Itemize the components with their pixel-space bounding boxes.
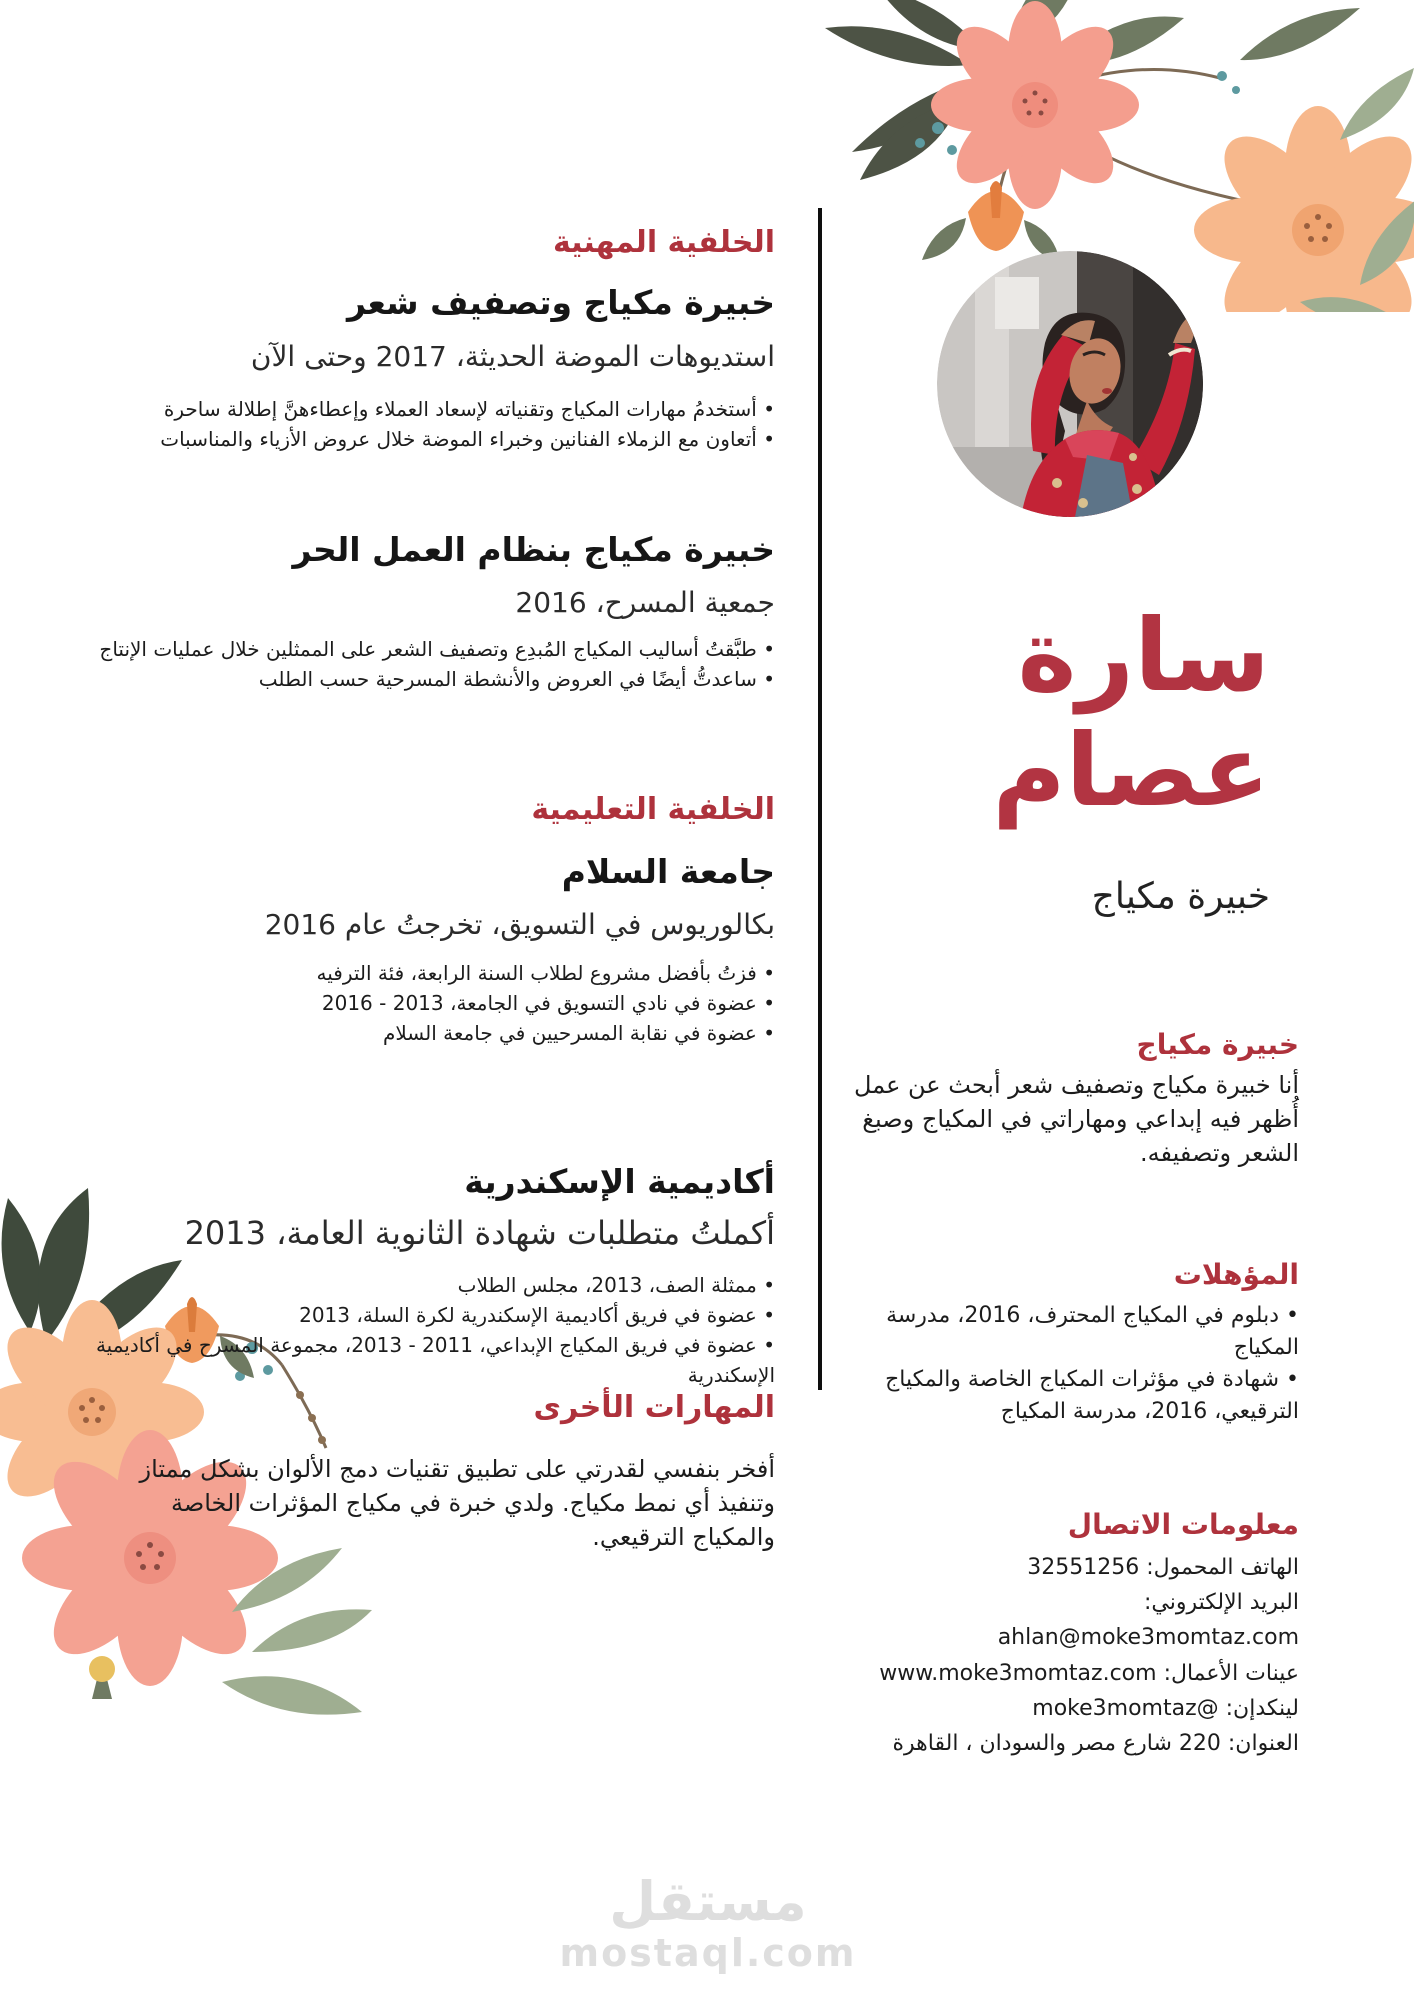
contact-phone: الهاتف المحمول: 32551256: [1027, 1555, 1299, 1580]
column-divider: [818, 208, 822, 1390]
section-heading-professional: الخلفية المهنية: [552, 225, 775, 260]
watermark-domain: mostaql.com: [559, 1931, 857, 1976]
other-skills-paragraph: أفخر بنفسي لقدرتي على تطبيق تقنيات دمج الألوان بشكل ممتاز وتنفيذ أي نمط مكياج. ولدي خبرة في مكياج المؤثرات الخاصة والمكياج الترقيعي.: [139, 1455, 775, 1552]
section-heading-about: خبيرة مكياج: [1136, 1028, 1299, 1061]
school-title: جامعة السلام: [561, 852, 775, 891]
bullet-item: • ساعدتُّ أيضًا في العروض والأنشطة المسرحية حسب الطلب: [95, 664, 775, 694]
job-subtitle: جمعية المسرح، 2016: [515, 586, 775, 619]
section-heading-contact: معلومات الاتصال: [1067, 1508, 1299, 1541]
school-subtitle: بكالوريوس في التسويق، تخرجتُ عام 2016: [264, 908, 775, 941]
section-heading-education: الخلفية التعليمية: [531, 792, 775, 827]
job-title: خبيرة مكياج وتصفيف شعر: [346, 283, 775, 322]
about-paragraph: أنا خبيرة مكياج وتصفيف شعر أبحث عن عمل أُظهر فيه إبداعي ومهاراتي في المكياج وصبغ الشعر وتصفيفه.: [854, 1071, 1299, 1168]
job-bullets: [95, 634, 775, 694]
bullet-item: • عضوة في فريق أكاديمية الإسكندرية لكرة السلة، 2013: [95, 1300, 775, 1330]
profile-job-title: خبيرة مكياج: [1091, 876, 1270, 917]
bullet-item: • ممثلة الصف، 2013، مجلس الطلاب: [95, 1270, 775, 1300]
watermark: [508, 1872, 908, 1975]
contact-list: [844, 1550, 1299, 1761]
qualification-item: • شهادة في مؤثرات المكياج الخاصة والمكياج الترقيعي، 2016، مدرسة المكياج: [844, 1364, 1299, 1428]
qualification-item: • دبلوم في المكياج المحترف، 2016، مدرسة المكياج: [844, 1300, 1299, 1364]
school-title: أكاديمية الإسكندرية: [464, 1162, 775, 1201]
section-heading-other-skills: المهارات الأخرى: [533, 1390, 775, 1425]
profile-name: [992, 598, 1270, 828]
watermark-logo: مستقل: [609, 1870, 807, 1933]
bullet-item: • عضوة في نادي التسويق في الجامعة، 2013 - 2016: [95, 988, 775, 1018]
contact-address: العنوان: 220 شارع مصر والسودان ، القاهرة: [892, 1730, 1299, 1756]
profile-name-line1: سارة: [1017, 597, 1270, 714]
bullet-item: • طبَّقتُ أساليب المكياج المُبدِع وتصفيف الشعر على الممثلين خلال عمليات الإنتاج: [95, 634, 775, 664]
bullet-item: • أستخدمُ مهارات المكياج وتقنياته لإسعاد العملاء وإعطاءهنَّ إطلالة ساحرة: [95, 394, 775, 424]
bullet-item: • أتعاون مع الزملاء الفنانين وخبراء الموضة خلال عروض الأزياء والمناسبات: [95, 424, 775, 454]
profile-photo: [937, 251, 1203, 517]
job-subtitle: استديوهات الموضة الحديثة، 2017 وحتى الآن: [250, 340, 775, 373]
contact-email: البريد الإلكتروني: ahlan@moke3momtaz.com: [997, 1590, 1299, 1651]
profile-name-line2: عصام: [992, 712, 1270, 829]
school-subtitle: أكملتُ متطلبات شهادة الثانوية العامة، 2013: [184, 1214, 775, 1252]
school-bullets: [95, 1270, 775, 1390]
bullet-item: • عضوة في فريق المكياج الإبداعي، 2011 - 2013، مجموعة المسرح في أكاديمية الإسكندرية: [95, 1330, 775, 1390]
bullet-item: • عضوة في نقابة المسرحيين في جامعة السلام: [95, 1018, 775, 1048]
contact-linkedin: لينكدإن: @moke3momtaz: [1032, 1695, 1299, 1721]
qualifications-list: [844, 1300, 1299, 1428]
school-bullets: [95, 958, 775, 1048]
section-heading-qualifications: المؤهلات: [1173, 1258, 1299, 1291]
job-title: خبيرة مكياج بنظام العمل الحر: [292, 530, 775, 569]
bullet-item: • فزتُ بأفضل مشروع لطلاب السنة الرابعة، فئة الترفيه: [95, 958, 775, 988]
contact-portfolio: عينات الأعمال: www.moke3momtaz.com: [879, 1660, 1299, 1686]
job-bullets: [95, 394, 775, 454]
